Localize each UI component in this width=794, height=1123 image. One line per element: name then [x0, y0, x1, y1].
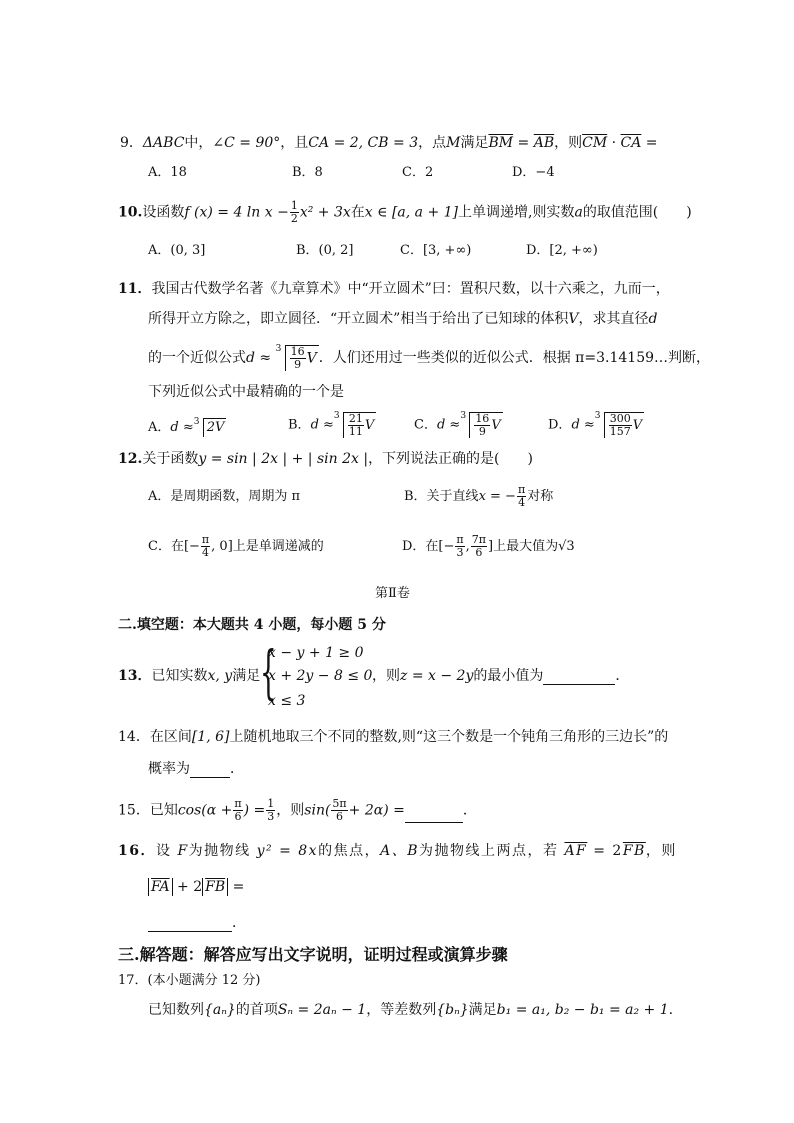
q11-option-b: B．d ≈ 3 $\frac{21}{11}$ V — [288, 411, 375, 438]
q9-option-d: D．−4 — [512, 165, 555, 180]
question-11-line1: 11．我国古代数学名著《九章算术》中“开立圆术”曰：置积尺数，以十六乘之，九而一， — [118, 281, 670, 297]
answer-blank — [148, 917, 232, 932]
question-13-lead: 13．已知实数x, y满足 — [118, 668, 261, 684]
question-11-line4: 下列近似公式中最精确的一个是 — [148, 384, 344, 400]
q12-option-c: C．在[− $\frac{\pi}{4}$ , 0]上是单调递减的 — [148, 533, 324, 559]
q12-option-d: D．在[− $\frac{\pi}{3}$ , $\frac{7\pi}{6}$ ]上最大值为√3 — [402, 533, 575, 559]
fraction: $\frac{1}{2}$ — [290, 199, 298, 225]
q9-option-c: C．2 — [402, 165, 434, 180]
question-14-line2: 概率为 ． — [148, 761, 244, 777]
q12-option-a: A．是周期函数，周期为 π — [148, 489, 301, 504]
q12-option-b: B．关于直线x = − $\frac{\pi}{4}$ 对称 — [404, 483, 554, 509]
question-13-tail: ，则z = x − 2y的最小值为 ． — [372, 668, 630, 684]
question-11-line2: 所得开立方除之，即立圆径．“开立圆术”相当于给出了已知球的体积V，求其直径d — [148, 311, 658, 327]
q11-option-d: D．d ≈ 3 $\frac{300}{157}$ V — [548, 411, 643, 438]
constraint-2: x + 2y − 8 ≤ 0 — [268, 668, 373, 684]
answer-blank — [405, 808, 463, 823]
answer-blank — [543, 670, 615, 685]
constraint-3: x ≤ 3 — [268, 693, 306, 709]
question-16-line3: ． — [148, 914, 246, 932]
system-brace: { — [260, 638, 277, 706]
cube-root: 3 $\frac{16}{9}$ V — [275, 344, 317, 371]
q11-option-c: C．d ≈ 3 $\frac{16}{9}$ V — [414, 411, 501, 438]
q10-option-d: D．[2, +∞) — [526, 243, 598, 258]
q10-option-c: C．[3, +∞) — [400, 243, 472, 258]
q10-option-a: A．(0, 3] — [148, 243, 206, 258]
section-heading-solutions: 三.解答题：解答应写出文字说明，证明过程或演算步骤 — [118, 945, 508, 964]
question-14-line1: 14．在区间[1, 6]上随机地取三个不同的整数,则“这三个数是一个钝角三角形的三边长”的 — [118, 729, 669, 745]
q9-option-b: B．8 — [292, 165, 323, 180]
answer-blank — [190, 763, 230, 778]
q11-option-a: A．d ≈ 3 2V — [148, 417, 225, 435]
constraint-1: x − y + 1 ≥ 0 — [268, 645, 364, 661]
question-15: 15．已知cos(α + $\frac{\pi}{6}$ ) = $\frac{1}{3}$ ，则sin( $\frac{5\pi}{6}$ + 2α) = ． — [118, 797, 477, 823]
question-10-stem: 10.设函数f (x) = 4 ln x − $\frac{1}{2}$ x² + 3x在x ∈ [a, a + 1]上单调递增,则实数a的取值范围( ) — [118, 199, 692, 225]
section-heading-fill-in: 二.填空题：本大题共 4 小题，每小题 5 分 — [118, 617, 386, 633]
question-16-line1: 16．设 F为抛物线 y² = 8x的焦点，A、B为抛物线上两点，若 $\overline{AF} = 2\overline{FB}$，则 — [118, 843, 677, 859]
question-17-stem: 已知数列{aₙ}的首项Sₙ = 2aₙ − 1，等差数列{bₙ}满足b₁ = a₁, b₂ − b₁ = a₂ + 1. — [148, 1002, 674, 1018]
question-17-header: 17．(本小题满分 12 分) — [118, 973, 261, 988]
question-12-stem: 12.关于函数y = sin | 2x | + | sin 2x |，下列说法正确的是( ) — [118, 451, 533, 467]
q9-option-a: A．18 — [148, 165, 187, 180]
question-16-line2: $\overline{FA} + 2$ $\overline{FB}$ = — [148, 878, 244, 896]
q10-option-b: B．(0, 2] — [296, 243, 354, 258]
part-title: 第Ⅱ卷 — [375, 586, 410, 601]
question-11-line3: 的一个近似公式d ≈ 3 $\frac{16}{9}$ V ．人们还用过一些类似的近似公式．根据 π=3.14159…判断， — [148, 344, 711, 371]
question-9-stem: 9．ΔABC中，∠C = 90°，且CA = 2, CB = 3，点M满足$\overline{BM} = \overline{AB}$，则$\overline{CM} \cdot \overline{CA}$ = — [120, 135, 658, 151]
